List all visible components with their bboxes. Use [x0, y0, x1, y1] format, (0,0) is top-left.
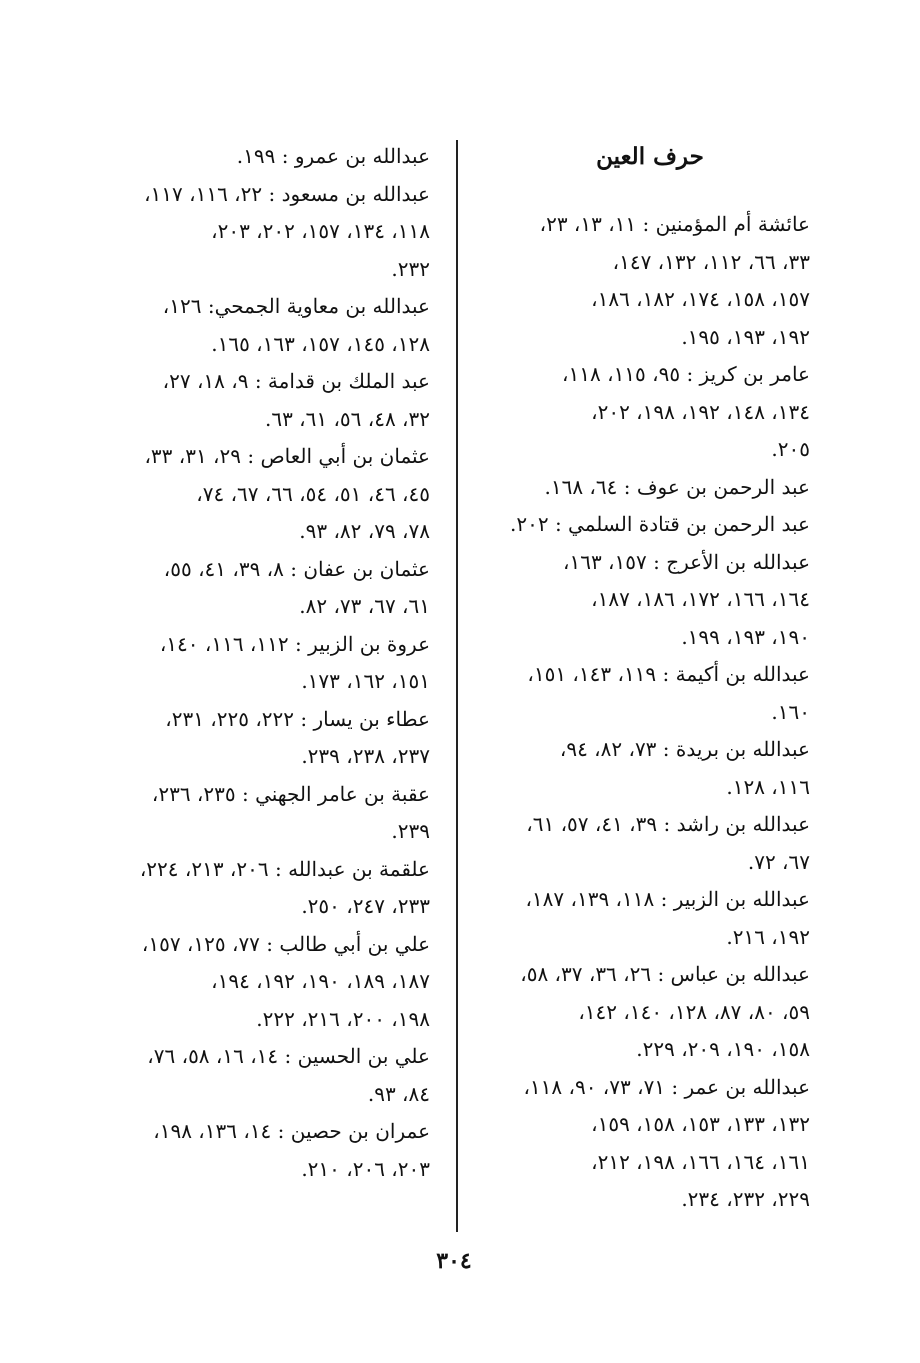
- entry-pages-line: ١٣٤، ١٤٨، ١٩٢، ١٩٨، ٢٠٢،: [591, 399, 810, 424]
- entry-pages-line: ١٦١، ١٦٤، ١٦٦، ١٩٨، ٢١٢،: [591, 1149, 810, 1174]
- index-entry: [100, 701, 430, 776]
- entry-pages-line: ١٨٧، ١٨٩، ١٩٠، ١٩٢، ١٩٤،: [211, 969, 430, 993]
- entry-name-line: عائشة أم المؤمنين : ١١، ١٣، ٢٣،: [539, 212, 810, 236]
- entry-name-line: عثمان بن عفان : ٨، ٣٩، ٤١، ٥٥،: [163, 556, 430, 581]
- entry-pages-line: ٢٣٣، ٢٤٧، ٢٥٠.: [301, 894, 430, 918]
- entry-name-line: عبد الرحمن بن عوف : ٦٤، ١٦٨.: [544, 474, 810, 499]
- index-entry: [470, 881, 810, 956]
- index-entry: [470, 469, 810, 507]
- index-entry: [470, 656, 810, 731]
- entry-name-line: عبدالله بن مسعود : ٢٢، ١١٦، ١١٧،: [144, 181, 430, 206]
- section-heading: حرف العين: [596, 143, 704, 170]
- right-entries: [470, 206, 810, 1219]
- index-entry: [100, 776, 430, 851]
- entry-name-line: عبدالله بن عمر : ٧١، ٧٣، ٩٠، ١١٨،: [523, 1074, 810, 1099]
- column-divider: [456, 140, 458, 1232]
- index-entry: [100, 926, 430, 1039]
- right-column: [470, 138, 810, 1219]
- index-entry: [100, 138, 430, 176]
- entry-pages-line: ١٢٨، ١٤٥، ١٥٧، ١٦٣، ١٦٥.: [211, 331, 430, 356]
- entry-name-line: علي بن أبي طالب : ٧٧، ١٢٥، ١٥٧،: [141, 931, 430, 956]
- page-number: [0, 1248, 920, 1274]
- entry-name-line: عبدالله بن بريدة : ٧٣، ٨٢، ٩٤،: [559, 737, 810, 761]
- entry-name-line: عمران بن حصين : ١٤، ١٣٦، ١٩٨،: [153, 1119, 430, 1143]
- entry-pages-line: ١٩٠، ١٩٣، ١٩٩.: [681, 624, 810, 649]
- left-column: [100, 138, 430, 1188]
- entry-name-line: علقمة بن عبدالله : ٢٠٦، ٢١٣، ٢٢٤،: [139, 856, 430, 881]
- entry-name-line: عروة بن الزبير : ١١٢، ١١٦، ١٤٠،: [159, 631, 430, 656]
- entry-pages-line: ٢٠٣، ٢٠٦، ٢١٠.: [301, 1156, 430, 1181]
- entry-name-line: عبدالله بن عمرو : ١٩٩.: [236, 144, 430, 168]
- entry-name-line: عبد الملك بن قدامة : ٩، ١٨، ٢٧،: [162, 369, 430, 393]
- index-entry: [100, 1113, 430, 1188]
- entry-pages-line: ٧٨، ٧٩، ٨٢، ٩٣.: [299, 519, 430, 543]
- entry-pages-line: ٦٧، ٧٢.: [747, 849, 810, 874]
- entry-pages-line: ٢٢٩، ٢٣٢، ٢٣٤.: [681, 1187, 810, 1211]
- entry-pages-line: ٣٢، ٤٨، ٥٦، ٦١، ٦٣.: [264, 406, 430, 431]
- entry-name-line: عبدالله بن الزبير : ١١٨، ١٣٩، ١٨٧،: [525, 887, 810, 911]
- heading-spacer: [470, 176, 810, 206]
- index-entry: [100, 851, 430, 926]
- entry-name-line: عبدالله بن معاوية الجمحي: ١٢٦،: [162, 294, 430, 318]
- entry-pages-line: ١١٨، ١٣٤، ١٥٧، ٢٠٢، ٢٠٣،: [211, 219, 430, 243]
- index-entry: [470, 956, 810, 1069]
- entry-pages-line: ١٥٨، ١٩٠، ٢٠٩، ٢٢٩.: [636, 1037, 810, 1061]
- entry-pages-line: ١٩٢، ١٩٣، ١٩٥.: [681, 324, 810, 349]
- entry-pages-line: ٢٣٧، ٢٣٨، ٢٣٩.: [301, 744, 430, 768]
- entry-name-line: عبدالله بن عباس : ٢٦، ٣٦، ٣٧، ٥٨،: [520, 962, 810, 986]
- left-entries: [100, 138, 430, 1188]
- index-entry: [100, 626, 430, 701]
- entry-name-line: عامر بن كريز : ٩٥، ١١٥، ١١٨،: [562, 362, 810, 386]
- entry-pages-line: ٣٣، ٦٦، ١١٢، ١٣٢، ١٤٧،: [612, 249, 810, 274]
- index-entry: [470, 806, 810, 881]
- entry-name-line: عبدالله بن أكيمة : ١١٩، ١٤٣، ١٥١،: [527, 662, 810, 686]
- index-entry: [100, 438, 430, 551]
- entry-pages-line: ٢٣٩.: [391, 819, 430, 843]
- entry-pages-line: ١٥٧، ١٥٨، ١٧٤، ١٨٢، ١٨٦،: [591, 287, 810, 311]
- entry-pages-line: ٨٤، ٩٣.: [367, 1081, 430, 1106]
- entry-pages-line: ١٩٢، ٢١٦.: [726, 924, 810, 949]
- entry-pages-line: ١٦٠.: [771, 699, 810, 724]
- index-entry: [100, 551, 430, 626]
- entry-pages-line: ٦١، ٦٧، ٧٣، ٨٢.: [299, 594, 430, 618]
- index-entry: [470, 356, 810, 469]
- entry-name-line: عبد الرحمن بن قتادة السلمي : ٢٠٢.: [510, 512, 810, 536]
- index-entry: [100, 288, 430, 363]
- index-entry: [100, 363, 430, 438]
- entry-name-line: عبدالله بن الأعرج : ١٥٧، ١٦٣،: [562, 549, 810, 574]
- index-entry: [470, 544, 810, 657]
- index-entry: [470, 206, 810, 356]
- index-entry: [470, 506, 810, 544]
- page-number-text: ٣٠٤: [436, 1248, 472, 1274]
- entry-name-line: علي بن الحسين : ١٤، ١٦، ٥٨، ٧٦،: [147, 1044, 430, 1068]
- entry-name-line: عطاء بن يسار : ٢٢٢، ٢٢٥، ٢٣١،: [165, 706, 430, 731]
- entry-pages-line: ١٥١، ١٦٢، ١٧٣.: [301, 669, 430, 693]
- entry-name-line: عبدالله بن راشد : ٣٩، ٤١، ٥٧، ٦١،: [526, 812, 810, 836]
- entry-pages-line: ٢٠٥.: [771, 437, 810, 461]
- entry-pages-line: ٥٩، ٨٠، ٨٧، ١٢٨، ١٤٠، ١٤٢،: [578, 999, 810, 1024]
- entry-pages-line: ١١٦، ١٢٨.: [726, 774, 810, 799]
- index-entry: [470, 731, 810, 806]
- entry-name-line: عقبة بن عامر الجهني : ٢٣٥، ٢٣٦،: [151, 781, 430, 806]
- entry-pages-line: ٤٥، ٤٦، ٥١، ٥٤، ٦٦، ٦٧، ٧٤،: [196, 481, 430, 506]
- entry-name-line: عثمان بن أبي العاص : ٢٩، ٣١، ٣٣،: [144, 444, 430, 468]
- entry-pages-line: ١٩٨، ٢٠٠، ٢١٦، ٢٢٢.: [256, 1006, 430, 1031]
- entry-pages-line: ١٦٤، ١٦٦، ١٧٢، ١٨٦، ١٨٧،: [591, 587, 810, 611]
- index-entry: [100, 176, 430, 289]
- entry-pages-line: ١٣٢، ١٣٣، ١٥٣، ١٥٨، ١٥٩،: [591, 1112, 810, 1136]
- index-entry: [470, 1069, 810, 1219]
- entry-pages-line: ٢٣٢.: [391, 256, 430, 281]
- index-entry: [100, 1038, 430, 1113]
